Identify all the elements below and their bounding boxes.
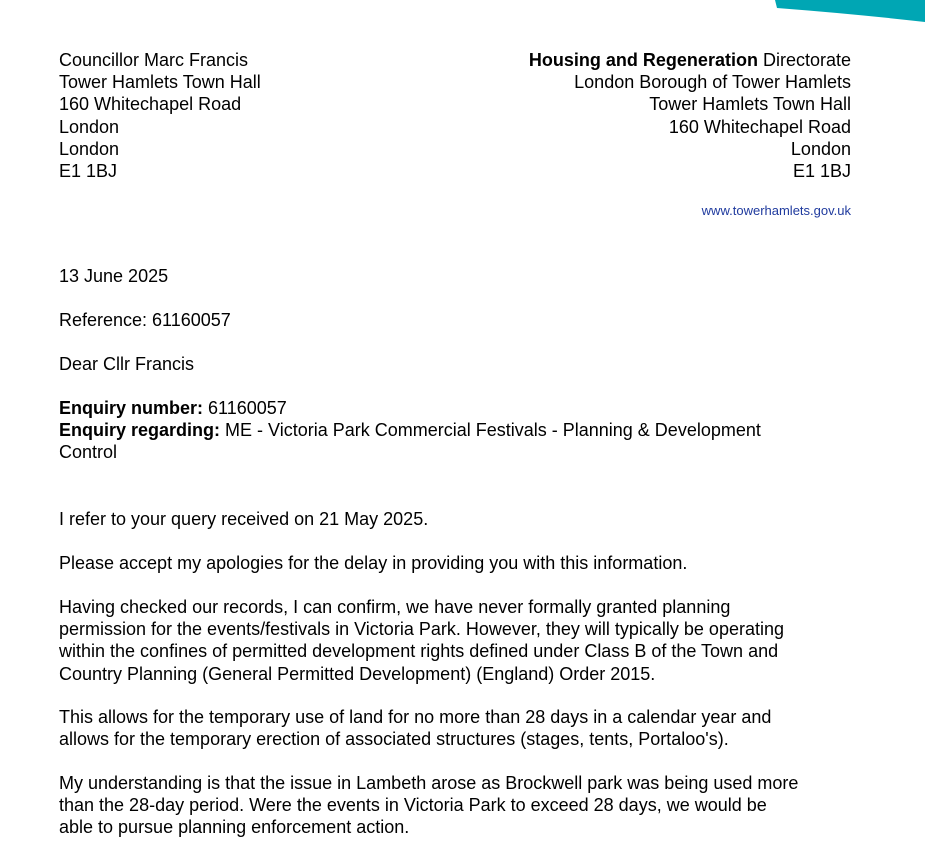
paragraph-apology [59, 552, 859, 574]
paragraph-line: I refer to your query received on 21 May 2025. [59, 509, 429, 529]
enquiry-details [59, 397, 859, 464]
recipient-region: London [59, 138, 120, 159]
paragraph-records-check [59, 596, 859, 685]
sender-postcode: E1 1BJ [792, 161, 851, 182]
enquiry-number-value: 61160057 [203, 398, 287, 418]
letter-salutation: Dear Cllr Francis [59, 354, 195, 374]
enquiry-number-label: Enquiry number: [59, 398, 204, 418]
recipient-street: 160 Whitechapel Road [59, 94, 242, 115]
sender-street: 160 Whitechapel Road [668, 116, 851, 137]
council-logo-stripe [775, 0, 925, 24]
paragraph-line: This allows for the temporary use of land for no more than 28 days in a calendar year and [59, 707, 772, 727]
council-website-link[interactable]: www.towerhamlets.gov.uk [701, 203, 851, 218]
recipient-city: London [59, 116, 120, 137]
paragraph-line: Please accept my apologies for the delay in providing you with this information. [59, 553, 688, 573]
paragraph-line: able to pursue planning enforcement action. [59, 817, 410, 838]
paragraph-line: allows for the temporary erection of associated structures (stages, tents, Portaloo's). [59, 729, 729, 750]
enquiry-regarding-continued: Control [59, 442, 118, 463]
directorate-suffix: Directorate [757, 50, 851, 70]
logo-swoosh-icon [775, 0, 925, 24]
paragraph-line: Country Planning (General Permitted Development) (England) Order 2015. [59, 663, 656, 684]
recipient-building: Tower Hamlets Town Hall [59, 72, 261, 93]
recipient-address [59, 49, 439, 182]
paragraph-query-received [59, 508, 859, 530]
sender-organisation: London Borough of Tower Hamlets [574, 72, 851, 93]
sender-address [431, 49, 851, 182]
enquiry-number [59, 397, 859, 419]
paragraph-temporary-use [59, 706, 859, 750]
recipient-name: Councillor Marc Francis [59, 50, 249, 70]
letter-date: 13 June 2025 [59, 266, 169, 286]
sender-building: Tower Hamlets Town Hall [649, 94, 851, 115]
enquiry-regarding-label: Enquiry regarding: [59, 420, 221, 441]
letter-reference: Reference: 61160057 [59, 310, 231, 330]
directorate-name: Housing and Regeneration [528, 50, 758, 70]
sender-city: London [790, 138, 851, 159]
paragraph-line: permission for the events/festivals in Victoria Park. However, they will typically be operating [59, 619, 784, 640]
paragraph-line: My understanding is that the issue in Lambeth arose as Brockwell park was being used more [59, 773, 799, 793]
recipient-postcode: E1 1BJ [59, 161, 118, 182]
sender-directorate [431, 49, 851, 71]
paragraph-line: than the 28-day period. Were the events in Victoria Park to exceed 28 days, we would be [59, 795, 767, 816]
paragraph-line: Having checked our records, I can confirm, we have never formally granted planning [59, 597, 731, 617]
paragraph-line: within the confines of permitted development rights defined under Class B of the Town and [59, 641, 779, 662]
paragraph-lambeth-comparison [59, 772, 859, 839]
enquiry-regarding [59, 419, 859, 441]
enquiry-regarding-value: ME - Victoria Park Commercial Festivals - Planning & Development [220, 420, 761, 441]
